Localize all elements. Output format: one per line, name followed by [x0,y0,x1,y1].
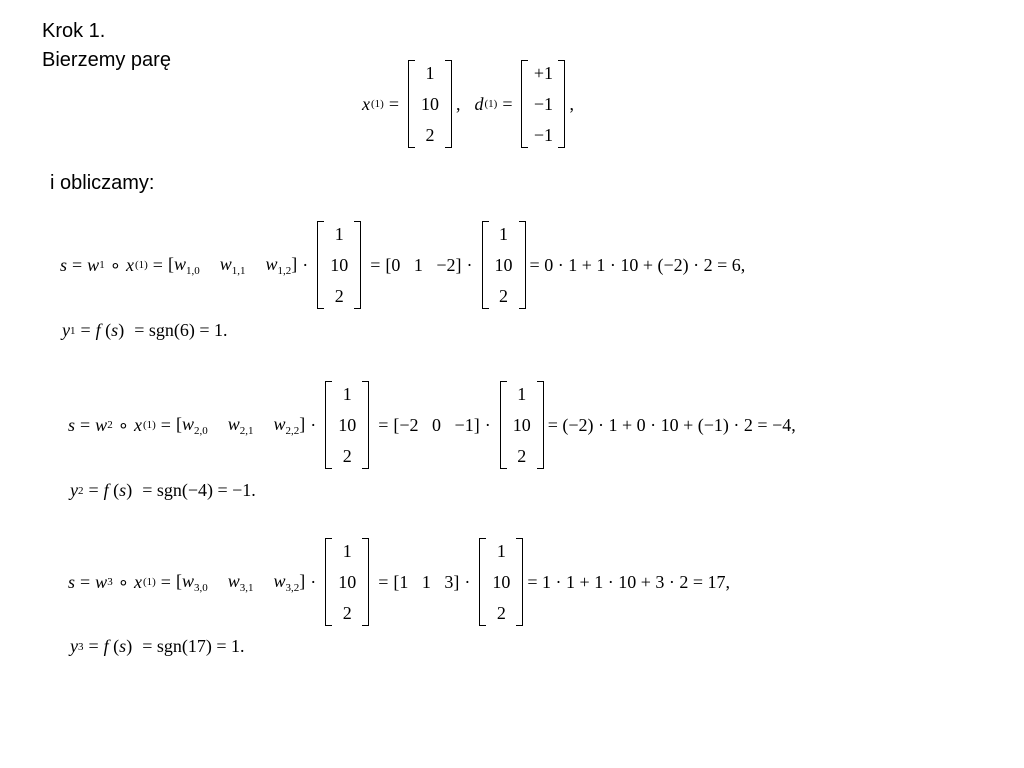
x-vector [317,221,361,309]
x-superscript: (1) [134,259,148,271]
w-subscript: 2,0 [193,424,208,437]
w-index: 3 [107,576,113,588]
x-vector-item: 10 [512,415,531,435]
x-vector-item: 1 [517,384,527,404]
neuron-3-s-equation: s = w 3 ∘ x (1) = [$w_{3,0}$ $w_{3,1}$ $w_{3,2}$] · 1 10 2 = [1 1 3] · 1 10 2 = 1 · 1 + 1 · 10 + 3 · 2 = 17, [68,538,730,626]
y-index: 1 [70,324,76,337]
w-subscript: 3,2 [285,581,300,594]
w-subscript: 3,1 [239,581,254,594]
x-superscript: (1) [142,576,156,588]
s-expansion: = 0 · 1 + 1 · 10 + (−2) · 2 = 6, [529,254,746,275]
x-vector [325,538,369,626]
x-vector-item: 10 [420,94,439,114]
x-vector-item: 2 [496,603,506,623]
y-index: 3 [78,640,84,653]
w-subscript: 1,0 [185,264,200,277]
x-vector-item: 2 [342,446,352,466]
x-vector-item: 2 [499,286,509,306]
y-result: = sgn(6) = 1. [134,320,228,340]
y-index: 2 [78,484,84,497]
weight-row: [1 1 3] [393,571,460,592]
x-vector-item: 1 [342,384,352,404]
x-vector-item: 1 [425,63,435,83]
d-vector-item: −1 [533,94,554,114]
w-subscript: 1,1 [231,264,246,277]
x-vector-item: 2 [334,286,344,306]
weight-row: [−2 0 −1] [393,414,480,435]
x-vector-item: 10 [338,415,357,435]
w-subscript: 2,1 [239,424,254,437]
neuron-1-s-equation: s = w 1 ∘ x (1) = [$w_{1,0}$ $w_{1,1}$ $w_{1,2}$] · 1 10 2 = [0 1 −2] · 1 10 2 = 0 · 1 + 1 · 10 + (−2) · 2 = 6, [60,221,745,309]
d-vector-item: +1 [533,63,554,83]
w-subscript: 2,2 [285,424,300,437]
w-subscript: 1,2 [277,264,292,277]
neuron-3-y-equation: y 3 = f ( s ) = sgn(17) = 1. [70,636,245,656]
x-vector-item: 2 [517,446,527,466]
training-pair-equation: x (1) = 1 10 2 , d (1) = +1 −1 −1 , [362,60,574,148]
x-symbol: x [362,93,370,114]
d-vector [521,60,565,148]
s-expansion: = 1 · 1 + 1 · 10 + 3 · 2 = 17, [527,571,730,592]
x-vector-item: 1 [342,541,352,561]
pair-intro-text: Bierzemy parę [42,49,171,71]
compute-label: i obliczamy: [50,172,155,194]
d-superscript: (1) [484,98,498,110]
d-vector-item: −1 [533,125,554,145]
weight-row: [0 1 −2] [385,254,462,275]
neuron-1-y-equation: y 1 = f ( s ) = sgn(6) = 1. [62,320,228,340]
x-vector-item: 1 [499,224,509,244]
x-vector-item: 1 [334,224,344,244]
x-vector [500,381,544,469]
neuron-2-y-equation: y 2 = f ( s ) = sgn(−4) = −1. [70,480,256,500]
step-title: Krok 1. [42,20,106,42]
x-vector [479,538,523,626]
x-superscript: (1) [142,419,156,431]
y-result: = sgn(−4) = −1. [142,480,256,500]
neuron-2-s-equation: s = w 2 ∘ x (1) = [$w_{2,0}$ $w_{2,1}$ $w_{2,2}$] · 1 10 2 = [−2 0 −1] · 1 10 2 = (−2) · 1 + 0 · 10 + (−1) · 2 = −4, [68,381,796,469]
y-result: = sgn(17) = 1. [142,636,245,656]
x-vector [482,221,526,309]
x-vector-item: 2 [342,603,352,623]
w-index: 2 [107,419,113,431]
x-vector [408,60,452,148]
x-vector-item: 1 [496,541,506,561]
d-symbol: d [474,93,484,114]
x-superscript: (1) [371,98,384,110]
x-vector-item: 10 [492,572,511,592]
w-subscript: 3,0 [193,581,208,594]
x-vector-item: 10 [494,255,513,275]
x-vector-item: 10 [330,255,349,275]
x-vector-item: 2 [425,125,435,145]
s-expansion: = (−2) · 1 + 0 · 10 + (−1) · 2 = −4, [547,414,796,435]
x-vector-item: 10 [338,572,357,592]
x-vector [325,381,369,469]
w-index: 1 [99,259,105,271]
